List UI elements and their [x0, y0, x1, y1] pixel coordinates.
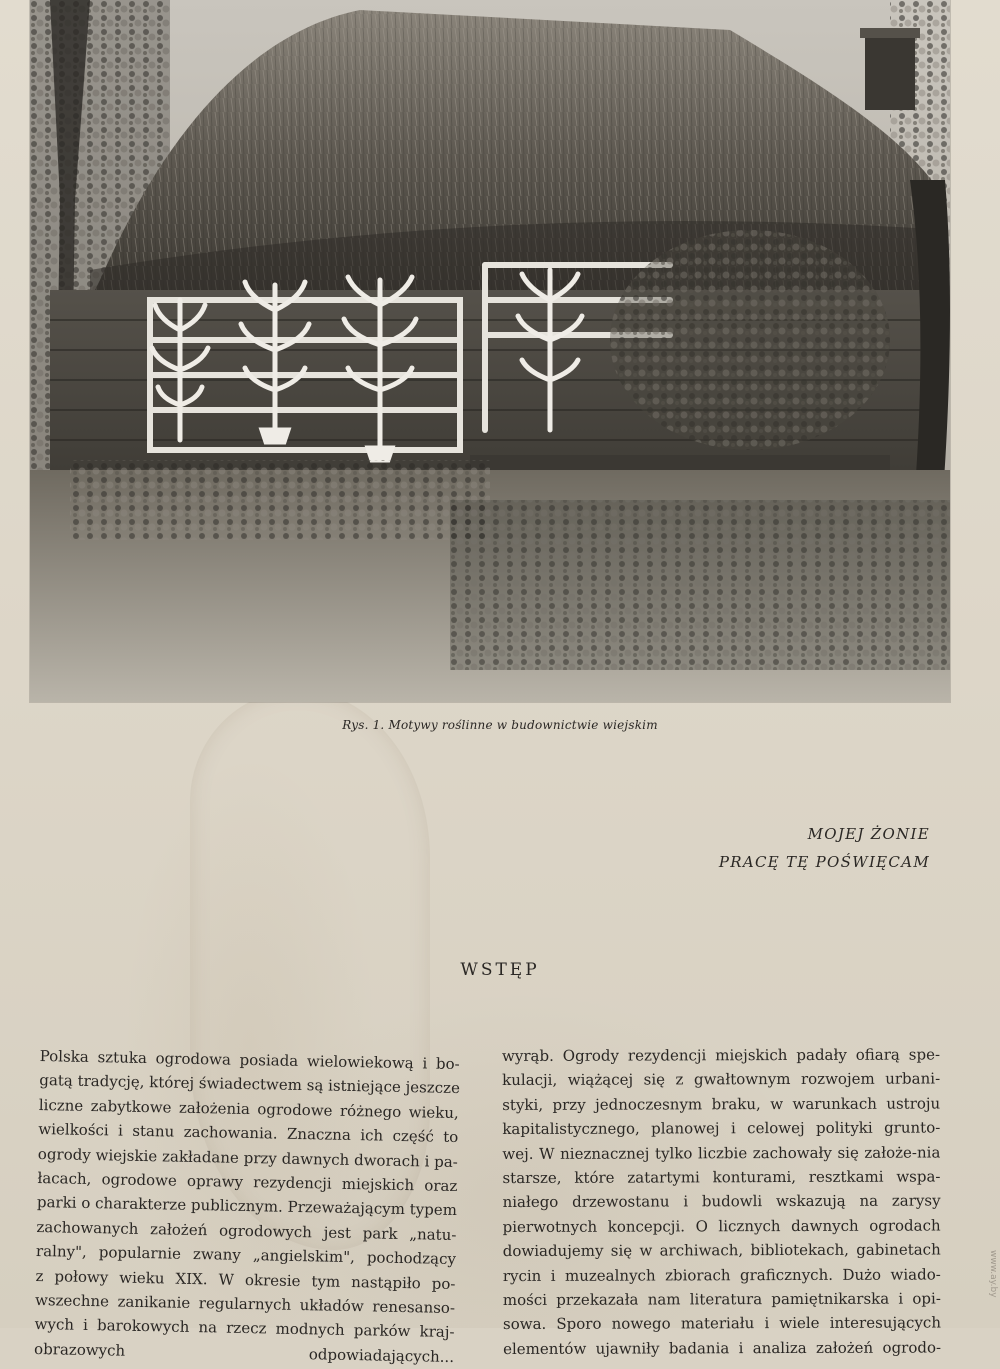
text-line: gatą tradycję, której świadectwem są istniejące jeszcze	[39, 1071, 461, 1098]
text-line: pierwotnych koncepcji. O licznych dawnych ogrodach	[502, 1216, 941, 1236]
dedication	[719, 820, 930, 876]
text-line: kapitalistycznego, planowej i celowej polityki grunto-	[502, 1118, 941, 1139]
left-text-column	[34, 1044, 460, 1369]
section-heading: WSTĘP	[460, 960, 540, 980]
text-line: ralny", popularnie zwany „angielskim", pochodzący	[35, 1242, 457, 1269]
text-line: zachowanych założeń ogrodowych jest park „natu-	[36, 1217, 457, 1244]
text-line: liczne zabytkowe założenia ogrodowe różnego wieku,	[38, 1095, 459, 1122]
text-line: kulacji, wiążącej się z gwałtownym rozwojem urbani-	[502, 1069, 941, 1090]
text-line: rycin i muzealnych zbiorach graficznych. Dużo wiado-	[502, 1265, 941, 1285]
text-line: ogrody wiejskie zakładane przy dawnych dworach i pa-	[37, 1144, 458, 1171]
text-line: niałego drzewostanu i budowli wskazują na zarysy	[502, 1191, 941, 1212]
dedication-line-2: PRACĘ TĘ POŚWIĘCAM	[718, 853, 930, 871]
text-line: wszechne zanikanie regularnych układów renesanso-	[34, 1291, 456, 1318]
text-line: elementów ujawniły badania i analiza założeń ogrodo-	[503, 1338, 942, 1358]
figure-photo	[30, 0, 950, 702]
text-line: wej. W nieznacznej tylko liczbie zachowały się założe-nia	[502, 1143, 941, 1163]
text-line: obrazowych odpowiadających...	[33, 1339, 455, 1366]
text-line: Polska sztuka ogrodowa posiada wielowiekową i bo-	[39, 1046, 460, 1074]
text-line: parki o charakterze publicznym. Przeważającym typem	[36, 1193, 458, 1220]
text-line: wyrąb. Ogrody rezydencji miejskich padały ofiarą spe-	[502, 1045, 941, 1065]
text-line: z połowy wieku XIX. W okresie tym nastąpiło po-	[35, 1266, 456, 1293]
text-line: dowiadujemy się w archiwach, bibliotekach, gabinetach	[502, 1240, 941, 1261]
thatched-cottage-photo	[30, 0, 950, 702]
text-line: wielkości i stanu zachowania. Znaczna ich część to	[38, 1120, 459, 1147]
text-line: łacach, ogrodowe oprawy rezydencji miejskich oraz	[37, 1169, 458, 1196]
text-line: starsze, które zatartymi konturami, resztkami wspa-	[502, 1167, 941, 1188]
text-line: wych i barokowych na rzecz modnych parków kraj-	[34, 1315, 455, 1342]
text-line: sowa. Sporo nowego materiału i wiele interesujących	[502, 1313, 942, 1334]
watermark: www.ay.by	[988, 1250, 998, 1298]
dedication-line-1: MOJEJ ŻONIE	[807, 825, 930, 843]
text-line: mości przekazała nam literatura pamiętnikarska i opi-	[502, 1289, 941, 1310]
figure-caption: Rys. 1. Motywy roślinne w budownictwie wiejskim	[342, 718, 658, 732]
right-text-column	[502, 1042, 941, 1361]
text-line: styki, przy jednoczesnym braku, w warunkach ustroju	[502, 1094, 941, 1114]
